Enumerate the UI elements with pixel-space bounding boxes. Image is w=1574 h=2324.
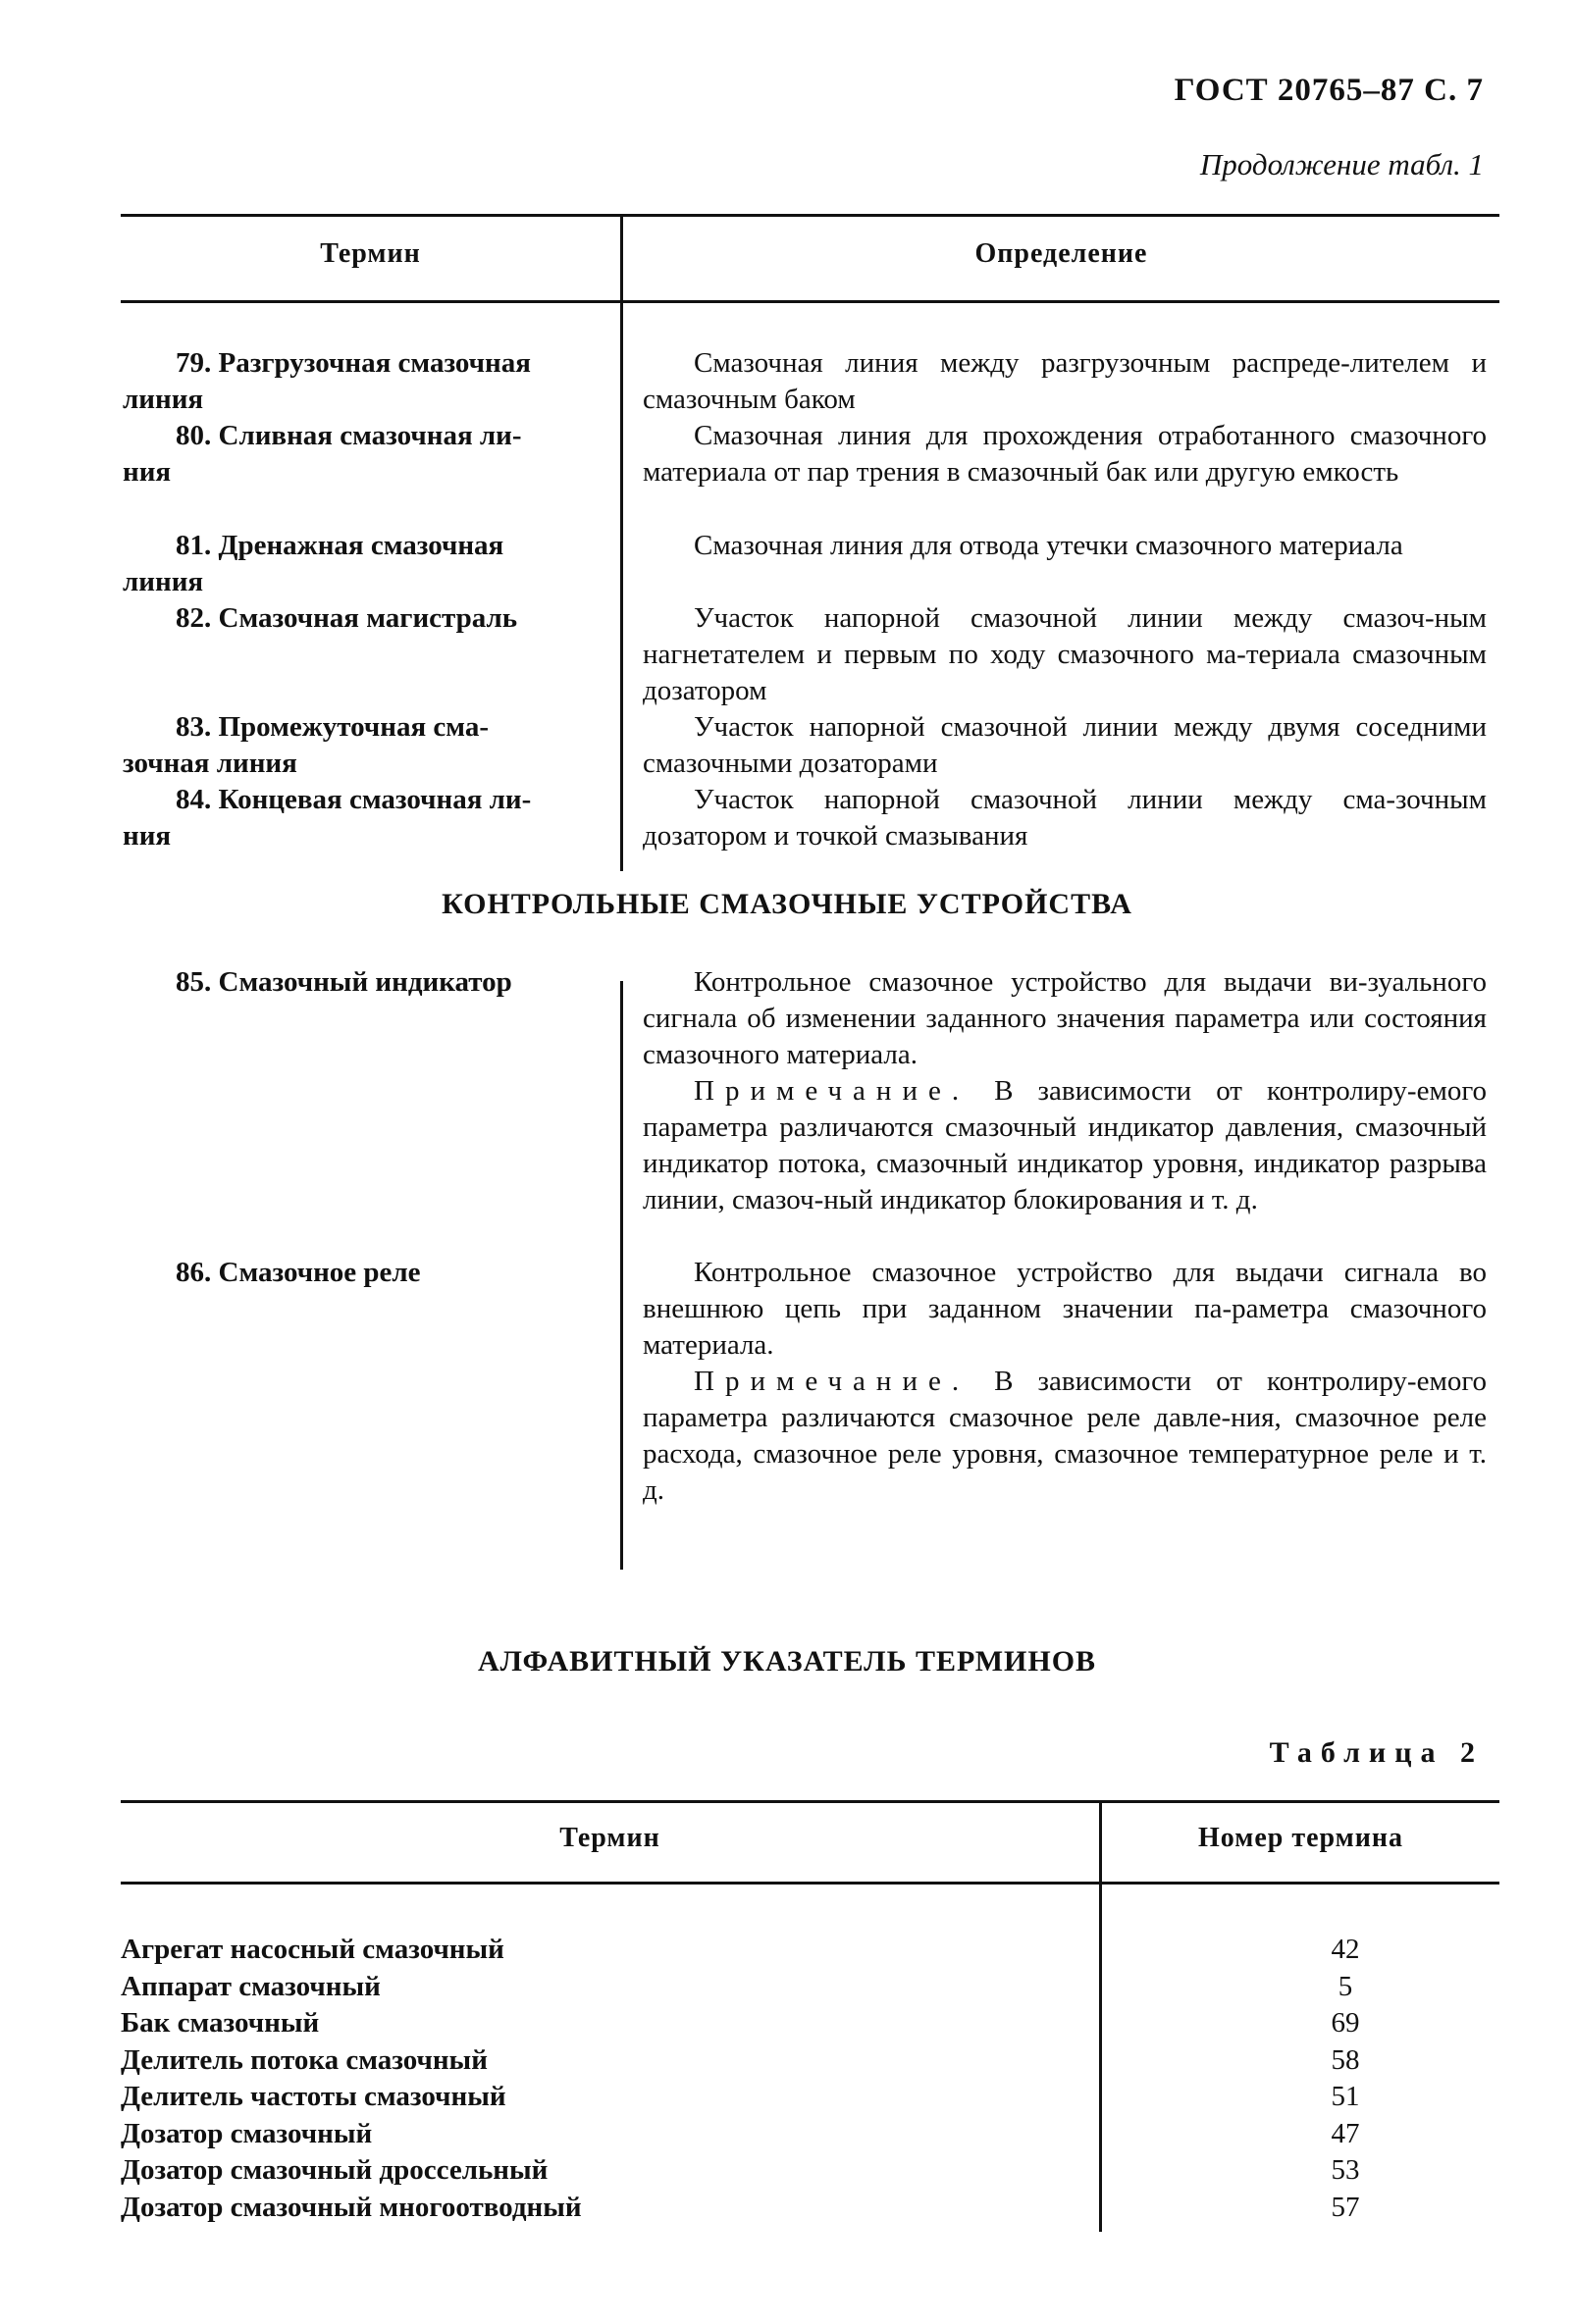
definition-80: Смазочная линия для прохождения отработанного смазочного материала от пар трения в смазочный бак или другую емкость: [643, 420, 1487, 488]
table2-top-rule: [121, 1800, 1499, 1803]
index-row: [121, 1968, 1485, 2005]
term-85: 85. Смазочный индикатор: [176, 966, 512, 998]
table2-header-rule: [121, 1882, 1499, 1885]
note-label: Примечание.: [694, 1075, 971, 1107]
index-term-number: 53: [1331, 2154, 1360, 2186]
table1-column-divider-lower: [620, 981, 623, 1570]
term-82: 82. Смазочная магистраль: [176, 602, 518, 634]
index-row: [121, 2189, 1485, 2226]
table2-caption: Таблица 2: [1269, 1736, 1484, 1769]
index-term: Бак смазочный: [121, 2007, 320, 2039]
index-term: Дозатор смазочный дроссельный: [121, 2154, 549, 2186]
table1-column-divider: [620, 214, 623, 871]
table1-header-rule: [121, 300, 1499, 303]
index-row: [121, 2004, 1485, 2041]
term-83: 83. Промежуточная сма- зочная линия: [123, 711, 489, 779]
index-term-number: 5: [1338, 1970, 1353, 2002]
definition-82: Участок напорной смазочной линии между смазоч-ным нагнетателем и первым по ходу смазочного ма-териала смазочным дозатором: [643, 602, 1487, 706]
definition-85: Контрольное смазочное устройство для выдачи ви-зуального сигнала об изменении заданного значения параметра или состояния смазочного материала. Примечание. В зависимости от контролиру-емого параметра различаются смазочный индикатор давления, смазочный индикатор потока, смазочный индикатор уровня, индикатор разрыва линии, смазоч-ный индикатор блокирования и т. д.: [643, 966, 1487, 1215]
definition-84: Участок напорной смазочной линии между сма-зочным дозатором и точкой смазывания: [643, 784, 1487, 852]
index-term: Агрегат насосный смазочный: [121, 1934, 504, 1965]
section-title-index: АЛФАВИТНЫЙ УКАЗАТЕЛЬ ТЕРМИНОВ: [477, 1645, 1097, 1678]
index-row: [121, 2041, 1485, 2079]
table2-header-term: Термин: [559, 1823, 660, 1853]
index-row: [121, 1931, 1485, 1968]
table-continuation-caption: Продолжение табл. 1: [1199, 147, 1484, 181]
index-term: Делитель потока смазочный: [121, 2043, 488, 2076]
index-row: [121, 2115, 1485, 2152]
term-86: 86. Смазочное реле: [176, 1257, 421, 1288]
index-term-number: 57: [1331, 2191, 1360, 2223]
definition-81: Смазочная линия для отвода утечки смазочного материала: [694, 530, 1403, 561]
definition-79: Смазочная линия между разгрузочным распреде-лителем и смазочным баком: [643, 347, 1487, 415]
term-81: 81. Дренажная смазочная линия: [123, 530, 504, 597]
term-84: 84. Концевая смазочная ли- ния: [123, 784, 532, 852]
table1-header-definition: Определение: [974, 238, 1148, 269]
definition-83: Участок напорной смазочной линии между двумя соседними смазочными дозаторами: [643, 711, 1487, 779]
section-title-control-devices: КОНТРОЛЬНЫЕ СМАЗОЧНЫЕ УСТРОЙСТВА: [442, 888, 1132, 920]
index-term-number: 69: [1331, 2007, 1360, 2039]
index-term-number: 58: [1331, 2043, 1360, 2076]
index-row: [121, 2151, 1485, 2189]
definition-86: Контрольное смазочное устройство для выдачи сигнала во внешнюю цепь при заданном значении па-раметра смазочного материала. Примечание. В зависимости от контролиру-емого параметра различаются смазочное реле давле-ния, смазочное реле расхода, смазочное реле уровня, смазочное температурное реле и т. д.: [643, 1257, 1487, 1506]
term-79: 79. Разгрузочная смазочная линия: [123, 347, 531, 415]
term-80: 80. Сливная смазочная ли- ния: [123, 420, 522, 488]
table1-header-term: Термин: [320, 238, 421, 269]
document-id: ГОСТ 20765–87 С. 7: [1174, 73, 1484, 108]
table1-top-rule: [121, 214, 1499, 217]
index-term: Делитель частоты смазочный: [121, 2081, 506, 2112]
table2-header-number: Номер термина: [1198, 1823, 1403, 1853]
note-label: Примечание.: [694, 1366, 971, 1397]
index-term: Дозатор смазочный многоотводный: [121, 2191, 582, 2223]
index-term: Аппарат смазочный: [121, 1970, 381, 2002]
index-term-number: 47: [1331, 2117, 1360, 2149]
index-term-number: 42: [1331, 1934, 1360, 1965]
index-row: [121, 2078, 1485, 2115]
index-term-number: 51: [1331, 2081, 1360, 2112]
index-term: Дозатор смазочный: [121, 2117, 373, 2149]
